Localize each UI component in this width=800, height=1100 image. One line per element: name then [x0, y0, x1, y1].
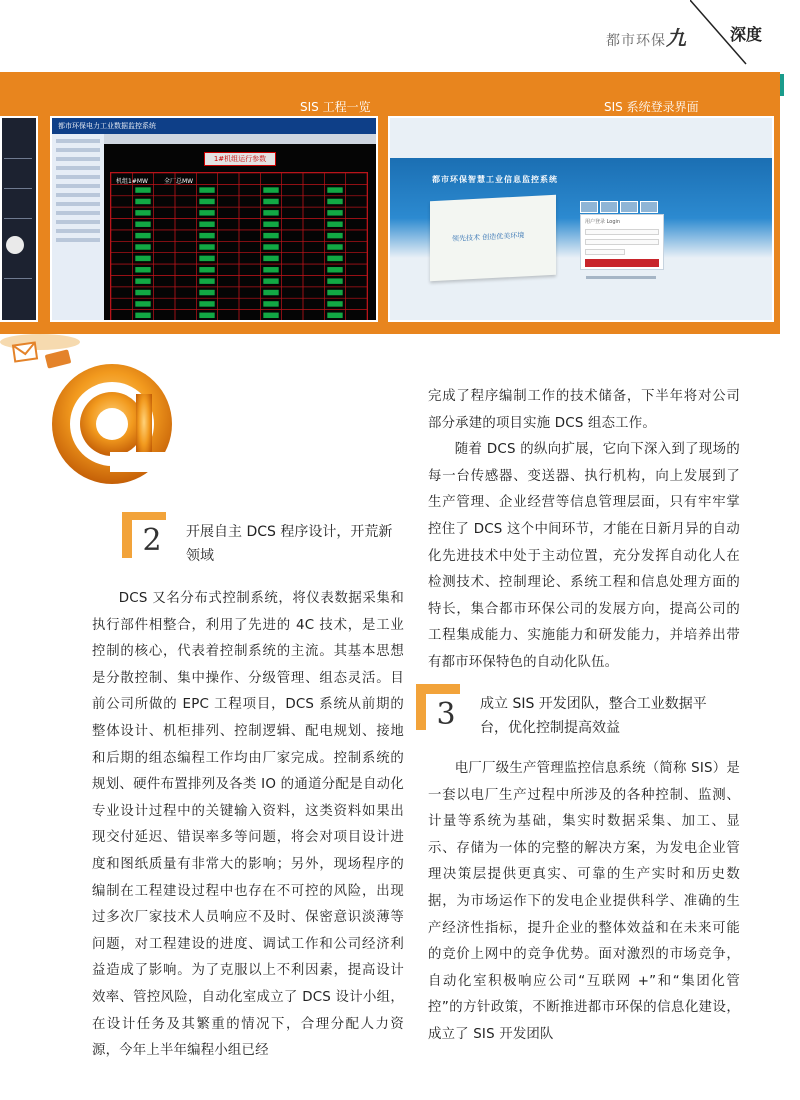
grid-cell: [282, 275, 303, 286]
grid-cell: [346, 287, 367, 298]
grid-status-block: [199, 233, 214, 238]
grid-cell: [303, 264, 324, 275]
grid-status-block: [135, 233, 150, 238]
grid-status-block: [263, 221, 278, 226]
grid-cell: [154, 310, 175, 321]
grid-cell: [154, 207, 175, 218]
grid-status-block: [327, 221, 342, 226]
grid-cell: [175, 230, 196, 241]
grid-cell: [154, 184, 175, 195]
grid-cell: [239, 310, 260, 321]
grid-status-block: [327, 267, 342, 272]
grid-status-block: [135, 221, 150, 226]
grid-cell: [218, 264, 239, 275]
grid-cell: [346, 241, 367, 252]
grid-status-block: [135, 210, 150, 215]
grid-cell: [239, 264, 260, 275]
grid-cell: [218, 207, 239, 218]
grid-cell: [346, 275, 367, 286]
monitor-main: [104, 144, 376, 320]
login-footer: [586, 276, 656, 279]
login-form: [580, 214, 664, 270]
grid-cell: [154, 253, 175, 264]
monitor-data-grid: [110, 172, 368, 322]
grid-cell: [346, 173, 367, 184]
grid-cell: [175, 310, 196, 321]
grid-cell: [218, 253, 239, 264]
grid-cell: [282, 253, 303, 264]
login-thumbnails: [580, 198, 662, 212]
grid-status-block: [327, 187, 342, 192]
grid-cell: [303, 310, 324, 321]
grid-status-block: [327, 301, 342, 306]
monitor-titlebar: [52, 118, 376, 134]
grid-cell: [175, 253, 196, 264]
grid-cell: [111, 264, 132, 275]
grid-cell: [303, 219, 324, 230]
grid-cell: [303, 207, 324, 218]
grid-cell: [239, 184, 260, 195]
grid-cell: [346, 196, 367, 207]
grid-cell: [218, 275, 239, 286]
grid-cell: [175, 298, 196, 309]
grid-cell: [154, 287, 175, 298]
grid-status-block: [327, 278, 342, 283]
grid-cell: [303, 230, 324, 241]
grid-cell: [175, 287, 196, 298]
grid-status-block: [263, 244, 278, 249]
caption-sis-login: SIS 系统登录界面: [604, 100, 699, 114]
grid-cell: [239, 207, 260, 218]
grid-status-block: [327, 313, 342, 318]
grid-status-block: [263, 199, 278, 204]
grid-cell: [175, 196, 196, 207]
grid-status-block: [199, 313, 214, 318]
grid-cell: [239, 219, 260, 230]
grid-cell: [346, 230, 367, 241]
grid-cell: [218, 230, 239, 241]
grid-cell: [175, 207, 196, 218]
grid-cell: [111, 253, 132, 264]
paragraph: 随着 DCS 的纵向扩展，它向下深入到了现场的每一台传感器、变送器、执行机构，向上发展到了生产管理、企业经营等信息管理层面，只有牢牢掌控住了 DCS 这个中间环节，才能在日新月异的自动化先进技术中处于主动位置，充分发挥自动化人在检测技术、控制理论、系统工程和信息处理方面的特长，集合都市环保公司的发展方向，提高公司的工程集成能力、实施能力和研发能力，并培养出带有都市环保特色的自动化队伍。: [428, 442, 740, 670]
login-banner-title: 都市环保智慧工业信息监控系统: [432, 175, 558, 184]
grid-cell: [282, 287, 303, 298]
body-column-right-lower: [428, 756, 740, 1049]
grid-cell: [303, 253, 324, 264]
grid-status-block: [327, 210, 342, 215]
grid-status-block: [263, 233, 278, 238]
grid-status-block: [199, 278, 214, 283]
grid-cell: [154, 196, 175, 207]
grid-cell: [239, 298, 260, 309]
grid-cell: [324, 173, 345, 184]
grid-status-block: [135, 290, 150, 295]
grid-status-block: [327, 199, 342, 204]
grid-status-block: [135, 199, 150, 204]
grid-cell: [175, 241, 196, 252]
grid-status-block: [199, 290, 214, 295]
grid-cell: [111, 184, 132, 195]
grid-cell: [282, 230, 303, 241]
grid-cell: [346, 219, 367, 230]
grid-cell: [303, 173, 324, 184]
grid-cell: [346, 253, 367, 264]
grid-cell: [303, 241, 324, 252]
grid-status-block: [263, 290, 278, 295]
grid-cell: [282, 241, 303, 252]
grid-cell: [154, 275, 175, 286]
screenshot-dcs-monitor: [50, 116, 378, 322]
grid-cell: [346, 184, 367, 195]
section-3-title: 成立 SIS 开发团队，整合工业数据平台，优化控制提高效益: [480, 696, 707, 736]
grid-cell: [282, 298, 303, 309]
grid-cell: [111, 196, 132, 207]
grid-cell: [154, 241, 175, 252]
grid-cell: [111, 287, 132, 298]
publication-title: 都市环保: [606, 33, 666, 49]
grid-cell: [239, 275, 260, 286]
body-column-left: [92, 586, 404, 1065]
grid-status-block: [263, 278, 278, 283]
grid-cell: [218, 310, 239, 321]
grid-cell: [346, 298, 367, 309]
grid-cell: [218, 219, 239, 230]
section-2-title: 开展自主 DCS 程序设计，开荒新领域: [186, 524, 393, 564]
grid-cell: [303, 196, 324, 207]
monitor-panel-title: [204, 152, 276, 166]
grid-cell: [154, 230, 175, 241]
grid-cell: [218, 298, 239, 309]
grid-status-block: [199, 187, 214, 192]
screenshot-partial: [0, 116, 38, 322]
grid-cell: [111, 310, 132, 321]
publication-mark: 九: [666, 26, 687, 50]
grid-status-block: [135, 301, 150, 306]
login-brochure: [430, 195, 556, 282]
grid-cell: [175, 275, 196, 286]
grid-cell: [303, 298, 324, 309]
paragraph: 电厂厂级生产管理监控信息系统（简称 SIS）是一套以电厂生产过程中所涉及的各种控制、监测、计量等系统为基础，集实时数据采集、加工、显示、存储为一体的完整的解决方案，为发电企业管理决策层提供更真实、可靠的生产实时和历史数据，为市场运作下的发电企业提供科学、准确的生产经济性指标，提升企业的整体效益和在未来可能的竞价上网中的竞争优势。面对激烈的市场竞争，自动化室积极响应公司“互联网 +”和“集团化管控”的方针政策，不断推进都市环保的信息化建设，成立了 SIS 开发团队: [428, 761, 740, 1042]
grid-cell: [218, 196, 239, 207]
grid-status-block: [263, 256, 278, 261]
monitor-sidebar: [52, 134, 104, 320]
login-username-field: [585, 229, 659, 235]
grid-status-block: [263, 187, 278, 192]
screenshot-sis-login: [388, 116, 774, 322]
grid-cell: [260, 173, 281, 184]
grid-status-block: [327, 233, 342, 238]
paragraph: 完成了程序编制工作的技术储备，下半年将对公司部分承建的项目实施 DCS 组态工作。: [428, 389, 740, 431]
grid-cell: [282, 196, 303, 207]
grid-cell: [154, 298, 175, 309]
grid-status-block: [263, 313, 278, 318]
grid-cell: [346, 310, 367, 321]
grid-cell: [175, 264, 196, 275]
grid-status-block: [199, 210, 214, 215]
grid-status-block: [135, 256, 150, 261]
grid-cell: [154, 264, 175, 275]
login-slogan: 领先技术 创造优美环境: [452, 231, 525, 244]
grid-cell: [239, 253, 260, 264]
login-button: [585, 259, 659, 267]
grid-cell: [239, 230, 260, 241]
grid-status-block: [135, 267, 150, 272]
grid-cell: [282, 264, 303, 275]
grid-cell: [218, 184, 239, 195]
grid-status-block: [327, 290, 342, 295]
grid-status-block: [327, 244, 342, 249]
login-form-label: 用户登录 Login: [585, 219, 621, 225]
grid-cell: [111, 219, 132, 230]
grid-cell: [111, 275, 132, 286]
grid-cell: [346, 264, 367, 275]
grid-cell: [282, 207, 303, 218]
email-at-graphic: [0, 334, 190, 494]
grid-status-block: [199, 256, 214, 261]
grid-cell: [303, 275, 324, 286]
grid-cell: [175, 219, 196, 230]
grid-cell: [239, 241, 260, 252]
grid-status-block: [263, 210, 278, 215]
grid-status-block: [135, 244, 150, 249]
section-label: 深度: [730, 25, 763, 44]
monitor-panel-title-text: 1#机组运行参数: [213, 155, 267, 163]
grid-cell: [196, 173, 217, 184]
grid-status-block: [263, 267, 278, 272]
paragraph: DCS 又名分布式控制系统，将仪表数据采集和执行部件相整合，利用了先进的 4C 技术，是工业控制的核心，代表着控制系统的主流。其基本思想是分散控制、集中操作、分级管理、组态灵活。目前公司所做的 EPC 工程项目，DCS 系统从前期的整体设计、机柜排列、控制逻辑、配电规划、接地和后期的组态编程工作均由厂家完成。控制系统的规划、硬件布置排列及各类 IO 的通道分配是自动化专业设计过程中的关键输入资料，这类资料如果出现交付延迟、错误率多等问题，将会对项目设计进度和图纸质量有非常大的影响；另外，现场程序的编制在工程建设过程中也存在不可控的风险，出现过多次厂家技术人员响应不及时、保密意识淡薄等问题，对工程建设的进度、调试工作和公司经济利益造成了影响。为了克服以上不利因素，提高设计效率、管控风险，自动化室成立了 DCS 设计小组，在设计任务及其繁重的情况下，合理分配人力资源，今年上半年编程小组已经: [92, 591, 404, 1059]
grid-cell: [282, 184, 303, 195]
grid-status-block: [199, 221, 214, 226]
grid-cell: [154, 219, 175, 230]
monitor-tabs: [104, 134, 376, 144]
grid-cell: [303, 287, 324, 298]
grid-cell: [218, 241, 239, 252]
login-captcha-field: [585, 249, 625, 255]
section-2-number: 2: [132, 520, 172, 562]
grid-cell: [346, 207, 367, 218]
body-column-right-upper: [428, 384, 740, 677]
gauge-dot: [6, 236, 24, 254]
grid-header-a: 机组1#MW: [116, 178, 148, 185]
grid-cell: [303, 184, 324, 195]
grid-status-block: [199, 199, 214, 204]
section-3-number: 3: [426, 694, 466, 736]
grid-status-block: [135, 187, 150, 192]
grid-cell: [111, 207, 132, 218]
grid-cell: [282, 219, 303, 230]
grid-status-block: [199, 267, 214, 272]
monitor-window-title: 都市环保电力工业数据监控系统: [58, 122, 156, 130]
grid-cell: [282, 310, 303, 321]
grid-cell: [218, 287, 239, 298]
grid-status-block: [327, 256, 342, 261]
grid-status-block: [199, 301, 214, 306]
grid-cell: [239, 287, 260, 298]
grid-cell: [175, 184, 196, 195]
grid-status-block: [135, 278, 150, 283]
grid-cell: [282, 173, 303, 184]
grid-cell: [111, 298, 132, 309]
grid-cell: [218, 173, 239, 184]
grid-status-block: [199, 244, 214, 249]
grid-cell: [111, 230, 132, 241]
grid-status-block: [135, 313, 150, 318]
grid-cell: [239, 173, 260, 184]
grid-cell: [239, 196, 260, 207]
publication-name: [606, 22, 687, 51]
grid-cell: [111, 241, 132, 252]
grid-header-b: 全厂总MW: [164, 178, 194, 185]
login-password-field: [585, 239, 659, 245]
grid-status-block: [263, 301, 278, 306]
caption-sis-overview: SIS 工程一览: [300, 100, 371, 114]
